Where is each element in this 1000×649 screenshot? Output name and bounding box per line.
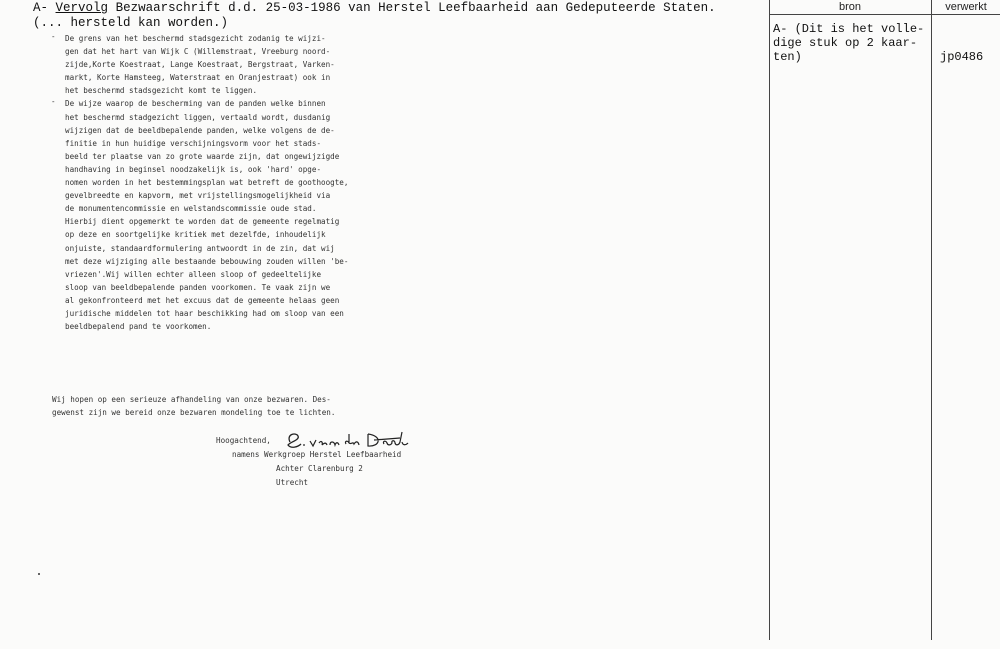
text-line: nomen worden in het bestemmingsplan wat betreft de goothoogte, <box>65 178 349 188</box>
table-header <box>770 0 1000 15</box>
text-line: het beschermd stadgezicht liggen, vertaald wordt, dusdanig <box>65 112 331 122</box>
table-divider-middle <box>931 0 932 640</box>
heading-line-2: (... hersteld kan worden.) <box>33 16 229 30</box>
text-line: wijzigen dat de beeldbepalende panden, welke volgens de de- <box>65 125 335 135</box>
text-line: finitie in hun huidige verschijningsvorm voor het stads- <box>65 138 322 148</box>
text-line: sloop van beeldbepalende panden voorkomen. Te vaak zijn we <box>65 282 331 292</box>
heading-title: Bezwaarschrift d.d. 25-03-1986 van Herstel Leefbaarheid aan Gedeputeerde Staten. <box>115 1 716 15</box>
text-line: juridische middelen tot haar beschikking had om sloop van een <box>65 308 344 318</box>
city-line: Utrecht <box>276 478 309 487</box>
text-line: beeld ter plaatse van zo grote waarde zijn, dat ongewijzigde <box>65 151 340 161</box>
text-line: met deze wijziging alle bestaande bebouwing zouden willen 'be- <box>65 256 349 266</box>
bullet-dash: - <box>51 97 56 107</box>
text-line: gewenst zijn we bereid onze bezwaren mondeling toe te lichten. <box>52 408 336 418</box>
text-line: Wij hopen op een serieuze afhandeling van onze bezwaren. Des- <box>52 395 331 404</box>
text-line: De grens van het beschermd stadsgezicht zodanig te wijzi- <box>65 34 326 43</box>
column-header-bron: bron <box>838 1 862 13</box>
text-line: gen dat het hart van Wijk C (Willemstraat, Vreeburg noord- <box>65 47 331 57</box>
text-line: al gekonfronteerd met het excuus dat de gemeente helaas geen <box>65 295 340 305</box>
bullet-dash: - <box>51 32 56 41</box>
text-line: het beschermd stadsgezicht komt te liggen. <box>65 86 258 96</box>
text-line: markt, Korte Hamsteeg, Waterstraat en Oranjestraat) ook in <box>65 73 331 83</box>
closing-paragraph <box>52 393 335 419</box>
document-heading <box>33 1 733 31</box>
text-line: gevelbreedte en kapvorm, met vrijstellingsmogelijkheid via <box>65 191 331 201</box>
greeting: Hoogachtend, <box>216 436 271 445</box>
bullet-boundary <box>49 32 479 97</box>
letter-body <box>49 32 479 333</box>
text-line: Hierbij dient opgemerkt te worden dat de gemeente regelmatig <box>65 217 340 227</box>
heading-line-1 <box>33 1 733 16</box>
text-line: De wijze waarop de bescherming van de panden welke binnen <box>65 99 326 109</box>
text-line: beeldbepalend pand te voorkomen. <box>65 322 212 332</box>
bron-line: dige stuk op 2 kaar- <box>773 36 918 50</box>
text-line: handhaving in beginsel noodzakelijk is, ook 'hard' opge- <box>65 164 322 174</box>
text-line: op deze en soortgelijke kritiek met dezelfde, inhoudelijk <box>65 230 326 240</box>
heading-vervolg: Vervolg <box>55 1 109 15</box>
text-line: zijde,Korte Koestraat, Lange Koestraat, Bergstraat, Varken- <box>65 60 335 70</box>
stray-dot <box>38 573 40 575</box>
text-line: de monumentencommissie en welstandscommissie oude stad. <box>65 204 317 214</box>
handwritten-signature <box>282 428 432 450</box>
bron-line: ten) <box>773 50 802 64</box>
sender-line: namens Werkgroep Herstel Leefbaarheid <box>232 450 402 459</box>
text-line: onjuiste, standaardformulering antwoordt in de zin, dat wij <box>65 243 335 253</box>
heading-prefix: A- <box>33 1 49 15</box>
address-line: Achter Clarenburg 2 <box>276 464 363 473</box>
bullet-protection <box>49 97 479 333</box>
verwerkt-cell: jp0486 <box>940 50 984 64</box>
bron-line: A- (Dit is het volle- <box>773 22 925 36</box>
table-divider-left <box>769 0 770 640</box>
bron-cell <box>773 22 928 64</box>
column-header-verwerkt: verwerkt <box>945 1 987 13</box>
text-line: vriezen'.Wij willen echter alleen sloop of gedeeltelijke <box>65 269 322 279</box>
